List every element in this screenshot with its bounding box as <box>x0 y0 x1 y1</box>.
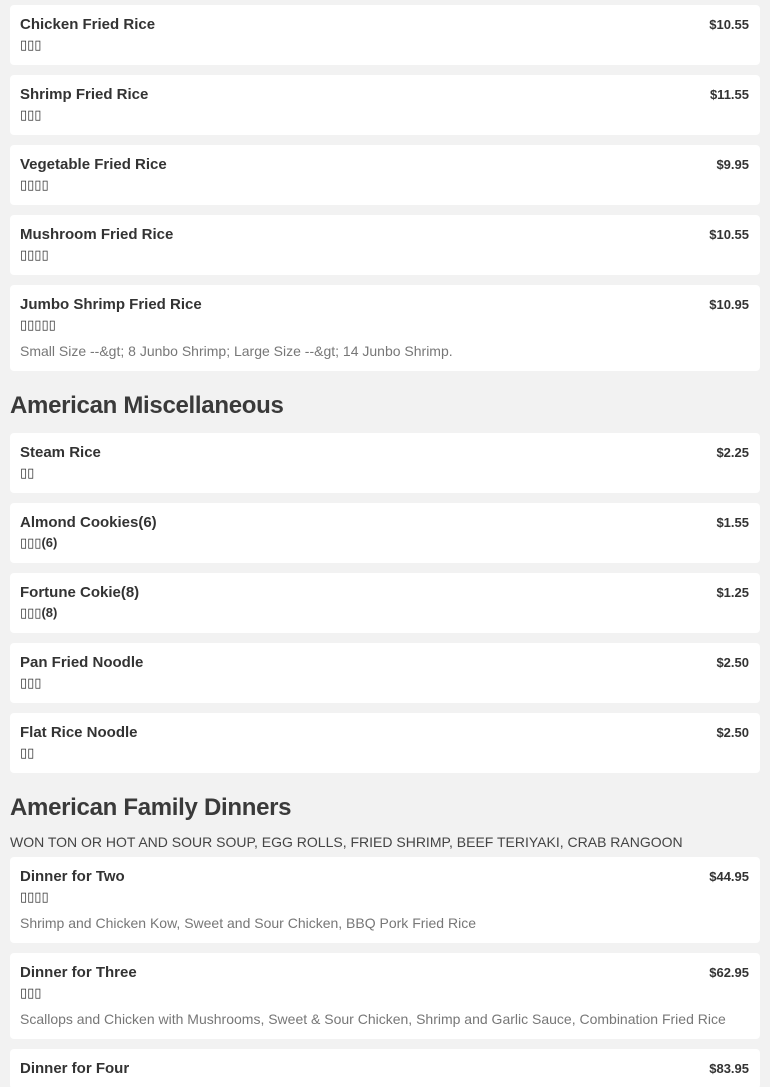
menu-item[interactable] <box>10 5 760 65</box>
item-price: $62.95 <box>709 965 749 980</box>
item-price: $44.95 <box>709 869 749 884</box>
item-price: $10.55 <box>709 227 749 242</box>
item-price: $2.25 <box>716 445 749 460</box>
item-price: $10.55 <box>709 17 749 32</box>
item-chinese-name: ▯▯ <box>20 745 35 760</box>
item-price: $9.95 <box>716 157 749 172</box>
item-name: Dinner for Three <box>20 964 137 981</box>
menu-section-fried-rice <box>0 0 770 371</box>
item-chinese-name: ▯▯▯(8) <box>20 605 58 620</box>
menu-item[interactable] <box>10 953 760 1039</box>
item-chinese-name: ▯▯▯ <box>20 107 42 122</box>
menu-section-american-family-dinners <box>0 793 770 1087</box>
item-price: $11.55 <box>709 87 749 102</box>
item-chinese-name: ▯▯▯ <box>20 37 42 52</box>
item-price: $10.95 <box>709 297 749 312</box>
item-description: Shrimp and Chicken Kow, Sweet and Sour Chicken, BBQ Pork Fried Rice <box>20 915 476 931</box>
section-description: WON TON OR HOT AND SOUR SOUP, EGG ROLLS, FRIED SHRIMP, BEEF TERIYAKI, CRAB RANGOON <box>10 834 683 850</box>
item-chinese-name: ▯▯▯▯ <box>20 247 49 262</box>
menu-item[interactable] <box>10 503 760 563</box>
section-title: American Miscellaneous <box>10 392 284 419</box>
menu-item[interactable] <box>10 285 760 371</box>
item-name: Vegetable Fried Rice <box>20 156 167 173</box>
item-description: Scallops and Chicken with Mushrooms, Sweet & Sour Chicken, Shrimp and Garlic Sauce, Combination Fried Rice <box>20 1011 726 1027</box>
item-name: Fortune Cokie(8) <box>20 584 140 601</box>
menu-item[interactable] <box>10 573 760 633</box>
item-name: Dinner for Two <box>20 868 125 885</box>
item-name: Pan Fried Noodle <box>20 654 144 671</box>
item-price: $2.50 <box>716 655 749 670</box>
menu-item[interactable] <box>10 75 760 135</box>
item-name: Jumbo Shrimp Fried Rice <box>20 296 202 313</box>
item-chinese-name: ▯▯▯▯ <box>20 889 49 904</box>
item-name: Mushroom Fried Rice <box>20 226 174 243</box>
item-price: $1.25 <box>716 585 749 600</box>
item-chinese-name: ▯▯▯▯ <box>20 177 49 192</box>
item-name: Chicken Fried Rice <box>20 16 156 33</box>
item-name: Shrimp Fried Rice <box>20 86 149 103</box>
item-chinese-name: ▯▯▯▯▯ <box>20 317 56 332</box>
item-price: $1.55 <box>716 515 749 530</box>
item-chinese-name: ▯▯▯(6) <box>20 535 58 550</box>
menu-item[interactable] <box>10 857 760 943</box>
item-name: Steam Rice <box>20 444 101 461</box>
item-name: Flat Rice Noodle <box>20 724 138 741</box>
item-name: Almond Cookies(6) <box>20 514 157 531</box>
menu-item[interactable] <box>10 1049 760 1087</box>
menu-item[interactable] <box>10 433 760 493</box>
item-price: $83.95 <box>709 1061 749 1076</box>
item-chinese-name: ▯▯▯ <box>20 985 42 1000</box>
item-description: Small Size --&gt; 8 Junbo Shrimp; Large Size --&gt; 14 Junbo Shrimp. <box>20 343 453 359</box>
menu-item[interactable] <box>10 215 760 275</box>
menu-section-american-miscellaneous <box>0 391 770 773</box>
item-price: $2.50 <box>716 725 749 740</box>
menu-item[interactable] <box>10 713 760 773</box>
menu-item[interactable] <box>10 145 760 205</box>
item-chinese-name: ▯▯▯ <box>20 675 42 690</box>
menu-item[interactable] <box>10 643 760 703</box>
item-chinese-name: ▯▯ <box>20 465 35 480</box>
section-title: American Family Dinners <box>10 794 292 821</box>
item-name: Dinner for Four <box>20 1060 130 1077</box>
